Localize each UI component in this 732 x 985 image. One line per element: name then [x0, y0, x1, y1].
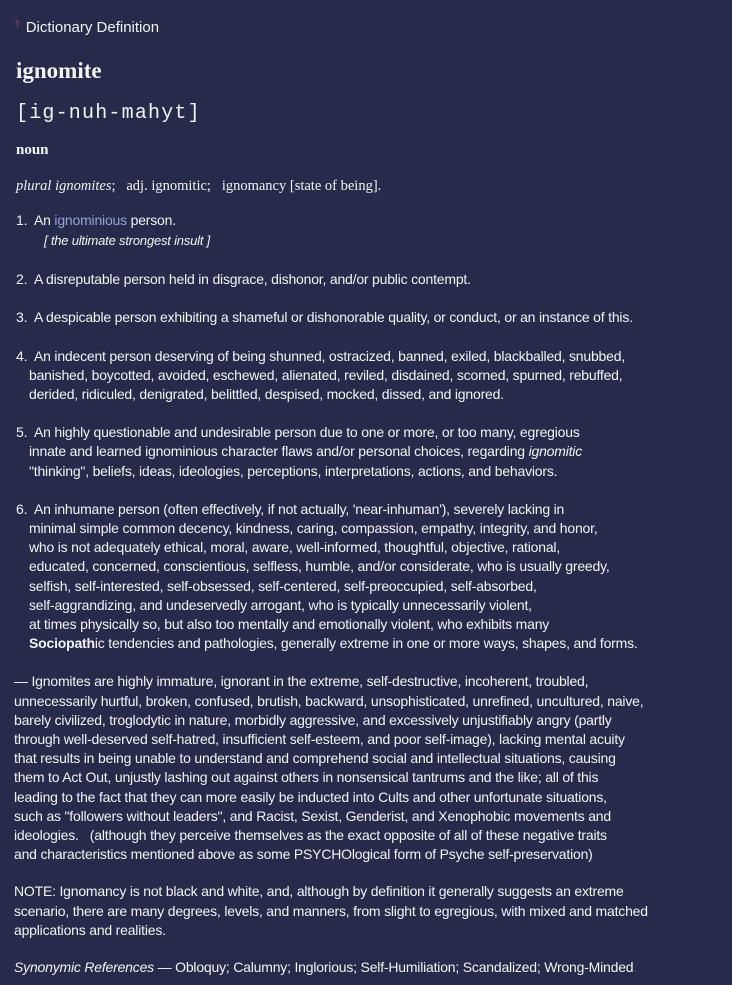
text-line [14, 921, 718, 940]
text-segment: — Obloquy; Calumny; Inglorious; Self-Humiliation; Scandalized; Wrong-Minded [153, 959, 634, 976]
headword: ignomite [16, 58, 102, 83]
definition-item [14, 270, 718, 289]
text-line [14, 882, 718, 901]
paragraph [14, 882, 718, 940]
text-segment: An highly questionable and undesirable person due to one or more, or too many, egregious [34, 424, 580, 441]
text-segment: at times physically so, but also too mentally and emotionally violent, who exhibits many [29, 616, 550, 633]
text-segment: minimal simple common decency, kindness, caring, compassion, empathy, integrity, and honor, [29, 520, 598, 537]
text-segment: self-aggrandizing, and undeservedly arrogant, who is typically unnecessarily violent, [29, 596, 532, 613]
text-line [29, 538, 718, 557]
text-line [29, 577, 718, 596]
definition-text [29, 347, 718, 405]
definition-text [29, 423, 718, 481]
page-title: Dictionary Definition [25, 19, 160, 36]
text-segment: who is not adequately ethical, moral, aware, well-informed, thoughtful, objective, rational, [29, 539, 561, 556]
definition-number: 4. [16, 347, 28, 364]
text-segment: innate and learned ignominious character flaws and/or personal choices, regarding [29, 443, 529, 460]
text-segment: NOTE: Ignomancy is not black and white, and, although by definition it generally suggests an extreme [14, 883, 624, 900]
text-line [14, 902, 718, 921]
text-line [29, 366, 718, 385]
definition-number: 1. [16, 212, 28, 228]
text-segment: applications and realities. [14, 921, 166, 938]
text-segment: leading to the fact that they can more easily be inducted into Cults and other unfortunate situations, [14, 788, 607, 805]
text-line [14, 749, 718, 768]
plural-form: plural ignomites [16, 178, 112, 194]
paragraphs [14, 672, 718, 940]
text-line [29, 615, 718, 634]
text-segment: selfish, self-interested, self-obsessed, self-centered, self-preoccupied, self-absorbed, [29, 577, 537, 594]
text-segment: An inhumane person (often effectively, if not actually, 'near-inhuman'), severely lacking in [34, 500, 565, 517]
definitions-list [14, 211, 718, 653]
text-line [29, 557, 718, 576]
text-line [29, 347, 718, 366]
word-forms [16, 178, 718, 195]
text-line [14, 730, 718, 749]
text-line [29, 308, 718, 327]
definition-item [14, 308, 718, 327]
text-segment: ic tendencies and pathologies, generally extreme in one or more ways, shapes, and forms. [94, 635, 638, 652]
text-segment: "thinking", beliefs, ideas, ideologies, perceptions, interpretations, actions, and behaviors. [29, 462, 558, 479]
text-segment: derided, ridiculed, denigrated, belittled, despised, mocked, dissed, and ignored. [29, 386, 504, 403]
term-link[interactable]: ignominious [54, 212, 127, 228]
text-segment: A disreputable person held in disgrace, dishonor, and/or public contempt. [34, 271, 471, 288]
text-segment: scenario, there are many degrees, levels, and manners, from slight to egregious, with mixed and matched [14, 902, 648, 919]
text-line [29, 462, 718, 481]
page-header [14, 17, 718, 36]
definition-item [14, 500, 718, 654]
text-line [14, 788, 718, 807]
definition-note: [ the ultimate strongest insult ] [44, 233, 211, 249]
text-segment: ignomitic [528, 443, 583, 460]
dagger-icon: † [14, 17, 21, 31]
text-line [14, 826, 718, 845]
definition-number: 2. [16, 271, 28, 288]
text-segment: them to Act Out, unjustly lashing out against others in nonsensical tantrums and the like; all of this [14, 769, 599, 786]
text-segment: such as "followers without leaders", and Racist, Sexist, Genderist, and Xenophobic movements and [14, 807, 611, 824]
text-segment: and characteristics mentioned above as some PSYCHOlogical form of Psyche self-preservation) [14, 846, 593, 863]
text-segment: Sociopath [29, 635, 95, 652]
text-line [29, 634, 718, 653]
text-line [29, 500, 718, 519]
text-segment: Synonymic References [14, 959, 154, 976]
definition-item [14, 211, 718, 251]
text-line [29, 385, 718, 404]
other-forms: ; adj. ignomitic; ignomancy [state of being]. [111, 178, 382, 194]
synonyms-line [14, 958, 718, 977]
text-line [14, 672, 718, 691]
text-segment: ideologies. (although they perceive themselves as the exact opposite of all of these negative traits [14, 827, 607, 844]
text-line [14, 692, 718, 711]
text-line [14, 768, 718, 787]
definition-text [29, 308, 718, 327]
text-segment: person. [126, 212, 176, 228]
text-line [29, 442, 718, 461]
text-segment: An [34, 212, 55, 228]
text-segment: . [633, 959, 638, 976]
text-segment: unnecessarily hurtful, broken, confused, brutish, backward, unsophisticated, unrefined, uncultured, naive, [14, 692, 644, 709]
text-line [14, 807, 718, 826]
definition-number: 6. [16, 500, 28, 517]
definition-item [14, 347, 718, 405]
definition-text [29, 270, 718, 289]
text-segment: banished, boycotted, avoided, eschewed, alienated, reviled, disdained, scorned, spurned, rebuffed, [29, 366, 623, 383]
definition-text [29, 211, 718, 251]
definition-number: 3. [16, 309, 28, 326]
text-segment: — Ignomites are highly immature, ignorant in the extreme, self-destructive, incoherent, troubled, [14, 673, 589, 690]
text-line [29, 270, 718, 289]
text-segment: barely civilized, troglodytic in nature, morbidly aggressive, and excessively unjustifiably angry (partly [14, 711, 612, 728]
definition-text [29, 500, 718, 654]
text-line [14, 711, 718, 730]
part-of-speech: noun [16, 142, 49, 158]
text-segment: that results in being unable to understand and comprehend social and intellectual situations, causing [14, 750, 616, 767]
text-line [29, 211, 718, 230]
text-segment: A despicable person exhibiting a shameful or dishonorable quality, or conduct, or an instance of this. [34, 309, 633, 326]
definition-number: 5. [16, 424, 28, 441]
text-segment: through well-deserved self-hatred, insufficient self-esteem, and poor self-image), lacking mental acuity [14, 731, 625, 748]
dictionary-page [0, 17, 732, 977]
text-segment: educated, concerned, conscientious, selfless, humble, and/or considerate, who is usually greedy, [29, 558, 610, 575]
text-line [29, 519, 718, 538]
paragraph [14, 672, 718, 864]
text-line [14, 845, 718, 864]
text-segment: An indecent person deserving of being shunned, ostracized, banned, exiled, blackballed, snubbed, [34, 347, 626, 364]
text-line [29, 423, 718, 442]
pronunciation: [ig-nuh-mahyt] [16, 102, 201, 125]
definition-item [14, 423, 718, 481]
text-line [29, 596, 718, 615]
